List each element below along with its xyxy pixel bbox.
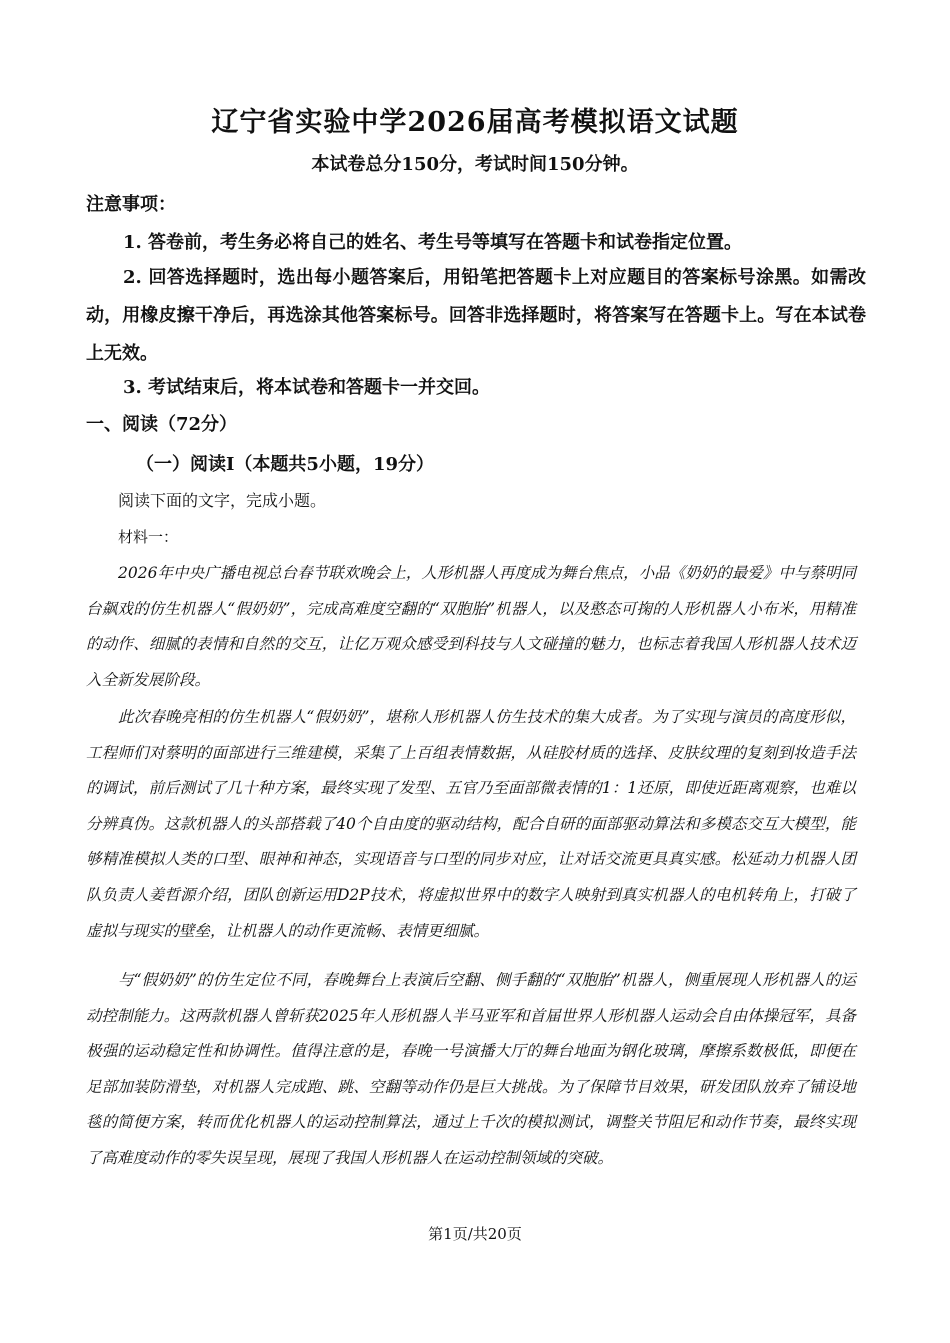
exam-info: 本试卷总分150分，考试时间150分钟。 [311, 154, 639, 175]
passage-paragraph-3: 与“假奶奶”的仿生定位不同，春晚舞台上表演后空翻、侧手翻的“双胞胎”机器人，侧重展现人形机器人的运动控制能力。这两款机器人曾斩获2025年人形机器人半马亚军和首届世界人形机器人运动会自由体操冠军，具备极强的运动稳定性和协调性。值得注意的是，春晚一号演播大厅的舞台地面为钢化玻璃，摩擦系数极低，即便在足部加装防滑垫，对机器人完成跑、跳、空翻等动作仍是巨大挑战。为了保障节目效果，研发团队放弃了铺设地毯的简便方案，转而优化机器人的运动控制算法，通过上千次的模拟测试，调整关节阻尼和动作节奏，最终实现了高难度动作的零失误呈现，展现了我国人形机器人在运动控制领域的突破。 [86, 971, 856, 1167]
section-heading: 一、阅读（72分） [86, 414, 238, 435]
reading-instruction: 阅读下面的文字，完成小题。 [118, 491, 327, 510]
notice-item-3: 3. 考试结束后，将本试卷和答题卡一并交回。 [123, 377, 491, 398]
passage-paragraph-2: 此次春晚亮相的仿生机器人“假奶奶”，堪称人形机器人仿生技术的集大成者。为了实现与演员的高度形似，工程师们对蔡明的面部进行三维建模，采集了上百组表情数据，从硅胶材质的选择、皮肤纹理的复刻到妆造手法的调试，前后测试了几十种方案，最终实现了发型、五官乃至面部微表情的1：1还原，即使近距离观察，也难以分辨真伪。这款机器人的头部搭载了40个自由度的驱动结构，配合自研的面部驱动算法和多模态交互大模型，能够精准模拟人类的口型、眼神和神态，实现语音与口型的同步对应，让对话交流更具真实感。松延动力机器人团队负责人姜哲源介绍，团队创新运用D2P技术，将虚拟世界中的数字人映射到真实机器人的电机转角上，打破了虚拟与现实的壁垒，让机器人的动作更流畅、表情更细腻。 [86, 708, 856, 940]
sub-section-heading: （一）阅读Ⅰ（本题共5小题，19分） [136, 454, 434, 475]
page-title: 辽宁省实验中学2026届高考模拟语文试题 [211, 107, 739, 138]
notice-heading: 注意事项： [86, 194, 176, 215]
notice-item-2: 2. 回答选择题时，选出每小题答案后，用铅笔把答题卡上对应题目的答案标号涂黑。如需改动，用橡皮擦干净后，再选涂其他答案标号。回答非选择题时，将答案写在答题卡上。写在本试卷上无效。 [86, 267, 866, 364]
page-number: 第1页/共20页 [428, 1225, 522, 1243]
material-label: 材料一： [118, 528, 179, 546]
passage-paragraph-1: 2026年中央广播电视总台春节联欢晚会上，人形机器人再度成为舞台焦点，小品《奶奶的最爱》中与蔡明同台飙戏的仿生机器人“假奶奶”，完成高难度空翻的“双胞胎”机器人，以及憨态可掬的人形机器人小布米，用精准的动作、细腻的表情和自然的交互，让亿万观众感受到科技与人文碰撞的魅力，也标志着我国人形机器人技术迈入全新发展阶段。 [86, 564, 856, 689]
notice-item-1: 1. 答卷前，考生务必将自己的姓名、考生号等填写在答题卡和试卷指定位置。 [123, 232, 743, 253]
